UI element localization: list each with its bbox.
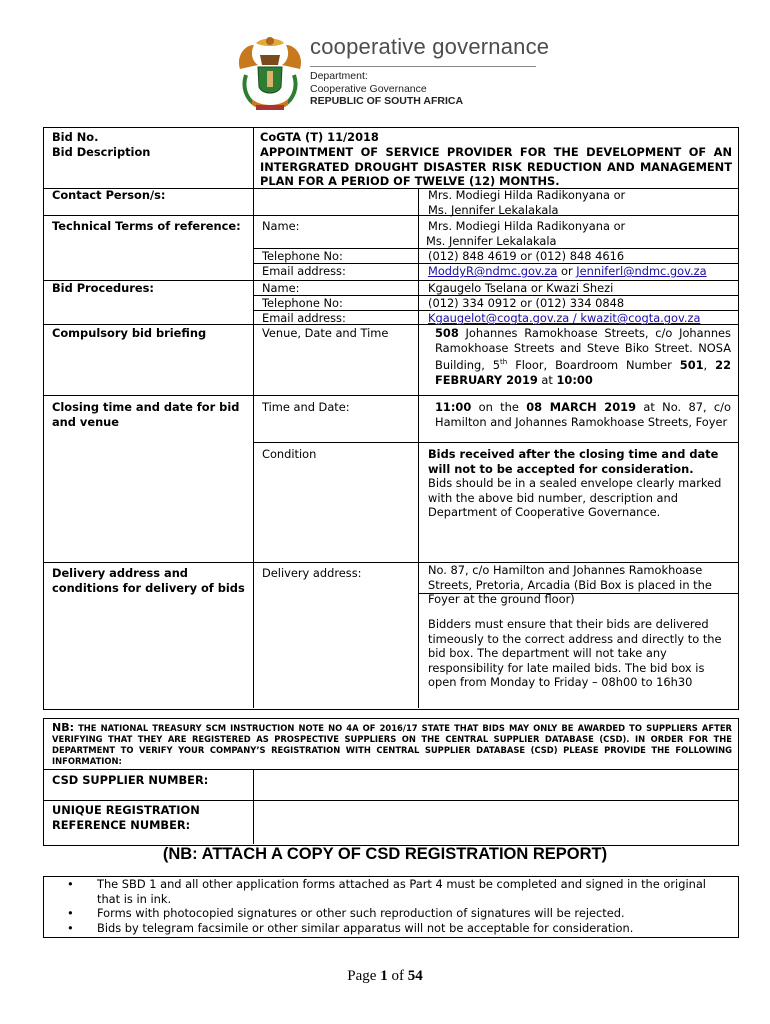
unique-registration-field[interactable]	[262, 805, 732, 839]
contact-person-value-2: Ms. Jennifer Lekalakala	[428, 203, 559, 217]
briefing-at: at	[537, 372, 557, 387]
brand-department-name: Cooperative Governance	[310, 83, 427, 95]
closing-time: 11:00	[435, 400, 472, 414]
csd-notice-nb: NB:	[52, 721, 74, 734]
procedures-name-value: Kgaugelo Tselana or Kwazi Shezi	[428, 281, 614, 295]
rule-text: The SBD 1 and all other application forms attached as Part 4 must be completed and signed in the original that is in ink.	[97, 877, 706, 906]
briefing-separator: ,	[703, 357, 716, 372]
bid-description-value: APPOINTMENT OF SERVICE PROVIDER FOR THE DEVELOPMENT OF AN INTERGRATED DROUGHT DISASTER RISK REDUCTION AND MANAGEMENT PLAN FOR A PERIOD OF TWELVE (12) MONTHS.	[260, 145, 732, 189]
technical-name-label: Name:	[262, 219, 300, 233]
technical-name-value-2: Ms. Jennifer Lekalakala	[426, 234, 557, 248]
rule-text: Forms with photocopied signatures or other such reproduction of signatures will be rejected.	[97, 906, 625, 921]
email-link-moddy[interactable]: ModdyR@ndmc.gov.za	[428, 264, 558, 278]
closing-on: on the	[471, 400, 527, 414]
closing-label: Closing time and date for bid and venue	[52, 400, 240, 429]
procedures-email-value	[428, 311, 700, 326]
procedures-email-label: Email address:	[262, 311, 346, 325]
bullet-icon: •	[67, 877, 74, 891]
list-item	[44, 877, 738, 906]
technical-telephone-label: Telephone No:	[262, 249, 343, 263]
bid-procedures-label: Bid Procedures:	[52, 281, 154, 295]
technical-terms-label: Technical Terms of reference:	[52, 219, 241, 233]
page-word: Page	[347, 968, 377, 984]
bid-number-label: Bid No.	[52, 130, 99, 144]
bullet-icon: •	[67, 920, 74, 935]
procedures-telephone-label: Telephone No:	[262, 296, 343, 310]
briefing-label: Compulsory bid briefing	[52, 326, 207, 340]
bid-number-value: CoGTA (T) 11/2018	[260, 130, 379, 144]
bullet-icon: •	[67, 906, 74, 921]
brand-divider	[310, 66, 536, 67]
email-link-kgaugelo-kwazi[interactable]: Kgaugelot@cogta.gov.za / kwazit@cogta.gov.za	[428, 311, 701, 325]
closing-time-value	[435, 400, 731, 429]
condition-warning: Bids received after the closing time and date will not to be accepted for consideration.	[428, 447, 719, 476]
bid-description-label: Bid Description	[52, 145, 151, 159]
condition-label: Condition	[262, 447, 317, 461]
briefing-date: 22 FEBRUARY 2019	[435, 357, 731, 387]
delivery-address-value: No. 87, c/o Hamilton and Johannes Ramokhoase Streets, Pretoria, Arcadia (Bid Box is placed in the Foyer at the ground floor)	[428, 563, 712, 607]
delivery-note: Bidders must ensure that their bids are delivered timeously to the correct address and directly to the bid box. The department will not take any responsibility for late mailed bids. The bid box is open from Monday to Friday – 08h00 to 16h30	[428, 617, 722, 690]
brand-department-label: Department:	[310, 70, 368, 82]
csd-supplier-number-label: CSD SUPPLIER NUMBER:	[52, 773, 209, 787]
technical-name-value-1: Mrs. Modiegi Hilda Radikonyana or	[428, 219, 626, 233]
briefing-room-number: 501	[679, 357, 704, 372]
briefing-floor: Floor, Boardroom Number	[507, 357, 680, 372]
briefing-time: 10:00	[556, 372, 593, 387]
bid-rules-box	[43, 876, 739, 938]
page-total: 54	[407, 968, 423, 984]
technical-email-label: Email address:	[262, 264, 346, 278]
attach-csd-report-note: (NB: ATTACH A COPY OF CSD REGISTRATION REPORT)	[162, 845, 608, 863]
contact-person-label: Contact Person/s:	[52, 188, 166, 202]
bid-rules-list	[44, 877, 738, 935]
briefing-street-number: 508	[435, 326, 459, 340]
delivery-label: Delivery address and conditions for delivery of bids	[52, 566, 245, 595]
closing-time-label: Time and Date:	[262, 400, 350, 414]
briefing-venue-label: Venue, Date and Time	[262, 326, 389, 340]
csd-notice-text: THE NATIONAL TREASURY SCM INSTRUCTION NOTE NO 4A OF 2016/17 STATE THAT BIDS MAY ONLY BE AWARDED TO SUPPLIERS AFTER VERIFYING THAT THEY ARE REGISTERED AS PROSPECTIVE SUPPLIERS ON THE CENTRAL SUPPLIER DATABASE (CSD). IN ORDER FOR THE DEPARTMENT TO VERIFY YOUR COMPANY’S REGISTRATION WITH CENTRAL SUPPLIER DATABASE (CSD) PLEASE PROVIDE THE FOLLOWING INFORMATION:	[52, 723, 732, 766]
csd-notice	[52, 722, 732, 767]
procedures-telephone-value: (012) 334 0912 or (012) 334 0848	[428, 296, 625, 310]
technical-telephone-value: (012) 848 4619 or (012) 848 4616	[428, 249, 625, 263]
list-item	[44, 906, 738, 921]
coat-of-arms-logo	[234, 35, 306, 113]
condition-value	[428, 447, 728, 520]
page-number	[0, 968, 770, 985]
closing-date: 08 MARCH 2019	[526, 400, 637, 414]
unique-registration-label-2: REFERENCE NUMBER:	[52, 818, 191, 832]
page-of: of	[391, 968, 404, 984]
condition-instructions: Bids should be in a sealed envelope clearly marked with the above bid number, description and Department of Cooperative Governance.	[428, 476, 722, 520]
closing-venue: at No. 87, c/o Hamilton and Johannes Ramokhoase Streets, Foyer	[435, 400, 731, 429]
email-or: or	[561, 264, 573, 278]
contact-person-value-1: Mrs. Modiegi Hilda Radikonyana or	[428, 188, 626, 202]
delivery-address-label: Delivery address:	[262, 566, 362, 580]
briefing-floor-suffix: th	[500, 358, 508, 367]
list-item	[44, 921, 738, 936]
rule-text: Bids by telegram facsimile or other similar apparatus will not be acceptable for consideration.	[97, 920, 634, 935]
page-current: 1	[380, 968, 388, 984]
briefing-venue-value	[435, 326, 731, 387]
email-link-jennifer[interactable]: Jenniferl@ndmc.gov.za	[576, 264, 707, 278]
csd-supplier-number-field[interactable]	[262, 773, 732, 795]
procedures-name-label: Name:	[262, 281, 300, 295]
brand-country: REPUBLIC OF SOUTH AFRICA	[310, 95, 464, 107]
brand-title: cooperative governance	[310, 34, 550, 59]
technical-email-values	[428, 264, 707, 279]
unique-registration-label-1: UNIQUE REGISTRATION	[52, 803, 200, 817]
briefing-address: Johannes Ramokhoase Streets, c/o Johannes Ramokhoase Streets and Steve Biko Street. NOSA Building, 5	[435, 326, 731, 372]
